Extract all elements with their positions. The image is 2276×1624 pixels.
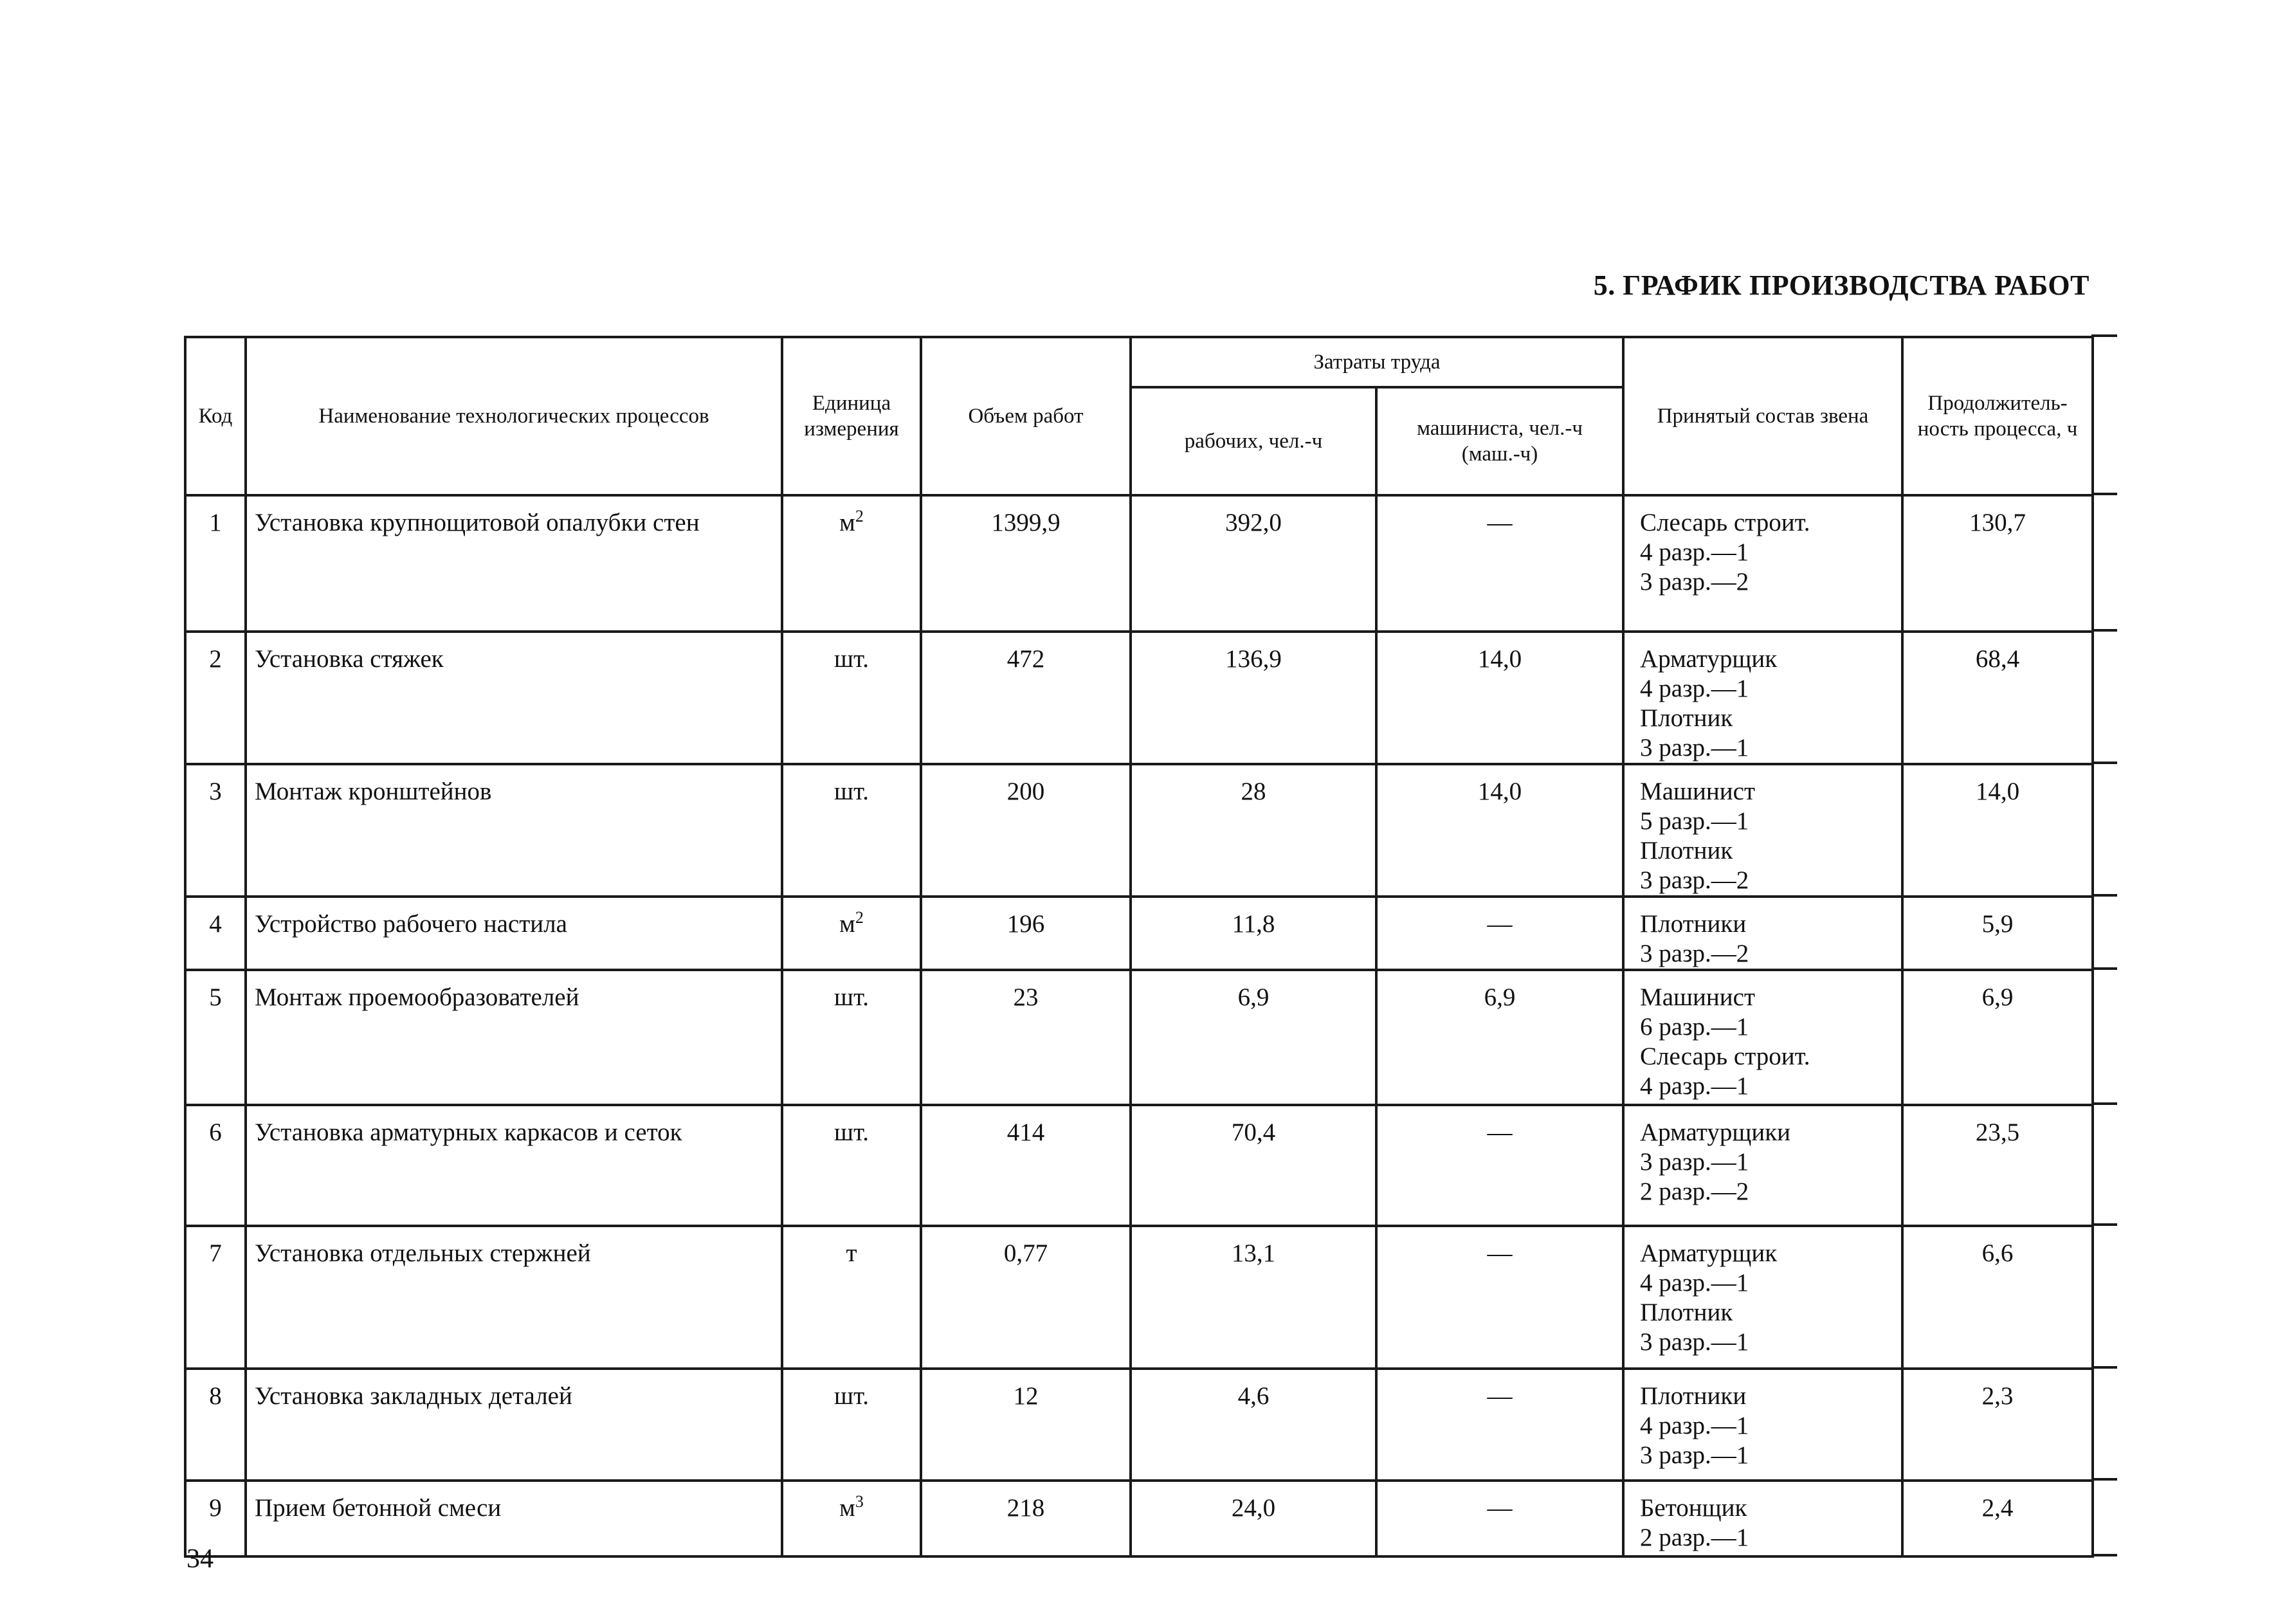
row-code: 4 xyxy=(185,897,246,970)
unit-exponent: 2 xyxy=(855,908,864,927)
row-volume: 472 xyxy=(921,632,1131,764)
row-machinist-hours: 14,0 xyxy=(1376,632,1623,764)
table-row xyxy=(185,970,2093,1105)
row-unit xyxy=(782,632,921,764)
row-machinist-hours: 6,9 xyxy=(1376,970,1623,1105)
row-process-name: Устройство рабочего настила xyxy=(246,897,782,970)
row-process-name: Прием бетонной смеси xyxy=(246,1481,782,1556)
row-workers-hours: 4,6 xyxy=(1131,1369,1376,1481)
unit-base: шт. xyxy=(834,983,869,1011)
row-unit xyxy=(782,1226,921,1369)
crew-line: 3 разр.—1 xyxy=(1640,734,1749,762)
table-row xyxy=(185,495,2093,632)
unit-exponent: 3 xyxy=(855,1492,864,1511)
row-machinist-hours: — xyxy=(1376,1369,1623,1481)
table-row xyxy=(185,1226,2093,1369)
row-unit xyxy=(782,1369,921,1481)
row-code: 3 xyxy=(185,764,246,897)
row-crew xyxy=(1623,764,1902,897)
row-duration: 6,6 xyxy=(1902,1226,2093,1369)
table-row xyxy=(185,1481,2093,1556)
unit-base: т xyxy=(846,1239,857,1267)
crew-line: Машинист xyxy=(1640,778,1756,805)
row-rule-extension xyxy=(2091,1102,2117,1105)
crew-line: 3 разр.—2 xyxy=(1640,568,1749,596)
row-process-name: Установка отдельных стержней xyxy=(246,1226,782,1369)
row-code: 8 xyxy=(185,1369,246,1481)
row-duration: 2,4 xyxy=(1902,1481,2093,1556)
header-machinist: машиниста, чел.-ч (маш.-ч) xyxy=(1376,387,1623,495)
crew-line: Плотники xyxy=(1640,910,1747,938)
crew-line: Слесарь строит. xyxy=(1640,509,1810,536)
row-process-name: Установка крупнощитовой опалубки стен xyxy=(246,495,782,632)
crew-line: 3 разр.—2 xyxy=(1640,866,1749,894)
row-volume: 196 xyxy=(921,897,1131,970)
header-duration: Продолжитель-ность процесса, ч xyxy=(1902,337,2093,495)
row-code: 1 xyxy=(185,495,246,632)
row-crew xyxy=(1623,1226,1902,1369)
row-unit xyxy=(782,970,921,1105)
row-unit xyxy=(782,1105,921,1226)
page-number: 34 xyxy=(187,1544,214,1574)
unit-exponent: 2 xyxy=(855,507,864,525)
crew-line: Плотник xyxy=(1640,1299,1733,1326)
crew-line: Арматурщик xyxy=(1640,645,1778,673)
row-machinist-hours: — xyxy=(1376,1226,1623,1369)
row-workers-hours: 11,8 xyxy=(1131,897,1376,970)
row-duration: 130,7 xyxy=(1902,495,2093,632)
row-process-name: Монтаж кронштейнов xyxy=(246,764,782,897)
table-row xyxy=(185,764,2093,897)
row-crew xyxy=(1623,632,1902,764)
unit-base: шт. xyxy=(834,645,869,673)
crew-line: Арматурщики xyxy=(1640,1118,1791,1146)
row-machinist-hours: — xyxy=(1376,495,1623,632)
crew-line: Плотник xyxy=(1640,837,1733,864)
table-header xyxy=(185,337,2093,495)
row-machinist-hours: — xyxy=(1376,1481,1623,1556)
header-workers: рабочих, чел.-ч xyxy=(1131,387,1376,495)
row-duration: 5,9 xyxy=(1902,897,2093,970)
crew-line: Плотник xyxy=(1640,704,1733,732)
row-code: 5 xyxy=(185,970,246,1105)
header-unit: Единица измерения xyxy=(782,337,921,495)
crew-line: 5 разр.—1 xyxy=(1640,807,1749,835)
row-unit xyxy=(782,897,921,970)
crew-line: 4 разр.—1 xyxy=(1640,538,1749,566)
row-volume: 23 xyxy=(921,970,1131,1105)
unit-base: шт. xyxy=(834,1118,869,1146)
header-name: Наименование технологических процессов xyxy=(246,337,782,495)
row-duration: 68,4 xyxy=(1902,632,2093,764)
row-workers-hours: 28 xyxy=(1131,764,1376,897)
row-rule-extension xyxy=(2091,1223,2117,1226)
row-process-name: Установка закладных деталей xyxy=(246,1369,782,1481)
crew-line: 2 разр.—1 xyxy=(1640,1524,1749,1551)
row-workers-hours: 13,1 xyxy=(1131,1226,1376,1369)
row-crew xyxy=(1623,1105,1902,1226)
row-volume: 0,77 xyxy=(921,1226,1131,1369)
row-volume: 200 xyxy=(921,764,1131,897)
row-workers-hours: 24,0 xyxy=(1131,1481,1376,1556)
row-crew xyxy=(1623,897,1902,970)
row-volume: 12 xyxy=(921,1369,1131,1481)
header-top-rule-extension xyxy=(2091,334,2117,337)
row-rule-extension xyxy=(2091,629,2117,632)
crew-line: 4 разр.—1 xyxy=(1640,1412,1749,1439)
header-volume: Объем работ xyxy=(921,337,1131,495)
crew-line: 3 разр.—2 xyxy=(1640,940,1749,967)
row-code: 6 xyxy=(185,1105,246,1226)
row-process-name: Монтаж проемообразователей xyxy=(246,970,782,1105)
table-row xyxy=(185,1369,2093,1481)
row-process-name: Установка арматурных каркасов и сеток xyxy=(246,1105,782,1226)
row-unit xyxy=(782,495,921,632)
row-machinist-hours: — xyxy=(1376,1105,1623,1226)
row-duration: 14,0 xyxy=(1902,764,2093,897)
row-crew xyxy=(1623,495,1902,632)
table-body xyxy=(185,495,2093,1556)
crew-line: 3 разр.—1 xyxy=(1640,1148,1749,1176)
row-volume: 1399,9 xyxy=(921,495,1131,632)
row-crew xyxy=(1623,970,1902,1105)
crew-line: 4 разр.—1 xyxy=(1640,1269,1749,1297)
row-workers-hours: 136,9 xyxy=(1131,632,1376,764)
row-process-name: Установка стяжек xyxy=(246,632,782,764)
row-rule-extension xyxy=(2091,1366,2117,1369)
row-code: 2 xyxy=(185,632,246,764)
row-machinist-hours: — xyxy=(1376,897,1623,970)
crew-line: 6 разр.—1 xyxy=(1640,1013,1749,1041)
crew-line: 2 разр.—2 xyxy=(1640,1178,1749,1205)
header-bottom-rule-extension xyxy=(2091,493,2117,495)
row-rule-extension xyxy=(2091,894,2117,897)
crew-line: 3 разр.—1 xyxy=(1640,1441,1749,1469)
work-schedule-table xyxy=(184,336,2094,1558)
row-rule-extension xyxy=(2091,967,2117,970)
header-code: Код xyxy=(185,337,246,495)
crew-line: Машинист xyxy=(1640,983,1756,1011)
row-crew xyxy=(1623,1481,1902,1556)
row-duration: 6,9 xyxy=(1902,970,2093,1105)
row-volume: 218 xyxy=(921,1481,1131,1556)
row-code: 9 xyxy=(185,1481,246,1556)
page-title: 5. ГРАФИК ПРОИЗВОДСТВА РАБОТ xyxy=(1593,269,2089,301)
header-crew: Принятый состав звена xyxy=(1623,337,1902,495)
unit-base: м xyxy=(839,509,855,536)
row-unit xyxy=(782,764,921,897)
row-workers-hours: 70,4 xyxy=(1131,1105,1376,1226)
row-volume: 414 xyxy=(921,1105,1131,1226)
row-unit xyxy=(782,1481,921,1556)
crew-line: 3 разр.—1 xyxy=(1640,1328,1749,1356)
table-row xyxy=(185,897,2093,970)
crew-line: Бетонщик xyxy=(1640,1494,1747,1522)
table-row xyxy=(185,1105,2093,1226)
row-rule-extension xyxy=(2091,1554,2117,1556)
row-duration: 2,3 xyxy=(1902,1369,2093,1481)
row-duration: 23,5 xyxy=(1902,1105,2093,1226)
crew-line: Арматурщик xyxy=(1640,1239,1778,1267)
crew-line: Слесарь строит. xyxy=(1640,1043,1810,1070)
row-code: 7 xyxy=(185,1226,246,1369)
crew-line: 4 разр.—1 xyxy=(1640,1072,1749,1100)
row-machinist-hours: 14,0 xyxy=(1376,764,1623,897)
header-labor: Затраты труда xyxy=(1131,337,1623,387)
crew-line: Плотники xyxy=(1640,1382,1747,1410)
row-crew xyxy=(1623,1369,1902,1481)
row-workers-hours: 6,9 xyxy=(1131,970,1376,1105)
table-row xyxy=(185,632,2093,764)
row-rule-extension xyxy=(2091,762,2117,764)
row-rule-extension xyxy=(2091,1478,2117,1481)
unit-base: шт. xyxy=(834,1382,869,1410)
unit-base: м xyxy=(839,1494,855,1522)
unit-base: шт. xyxy=(834,778,869,805)
unit-base: м xyxy=(839,910,855,938)
row-workers-hours: 392,0 xyxy=(1131,495,1376,632)
crew-line: 4 разр.—1 xyxy=(1640,675,1749,702)
